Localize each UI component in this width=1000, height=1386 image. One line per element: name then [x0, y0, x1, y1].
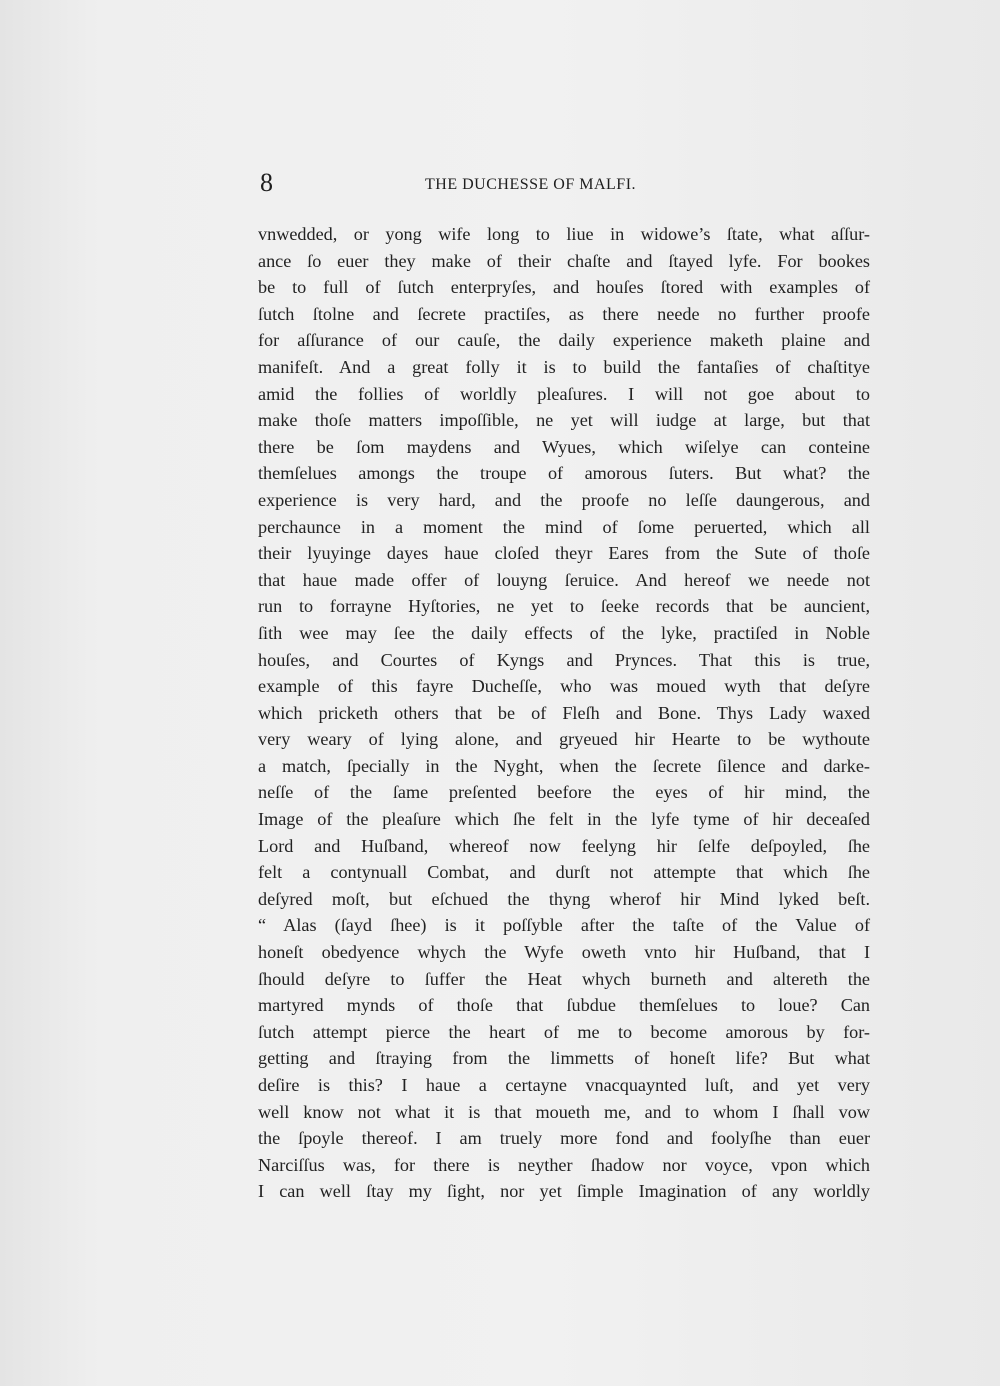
text-line: ſhould deſyre to ſuffer the Heat whych burneth and altereth the [258, 968, 870, 989]
text-line: ſutch attempt pierce the heart of me to become amorous by for- [258, 1021, 870, 1042]
page-number: 8 [260, 168, 273, 197]
text-line: the ſpoyle thereof. I am truely more fond and foolyſhe than euer [258, 1128, 870, 1149]
text-line: ſutch ſtolne and ſecrete practiſes, as there neede no further proofe [258, 303, 870, 324]
text-line: I can well ſtay my ſight, nor yet ſimple Imagination of any worldly [258, 1181, 870, 1202]
text-line: getting and ſtraying from the limmetts of honeſt life? But what [258, 1048, 870, 1069]
text-line: be to full of ſutch enterpryſes, and houſes ſtored with examples of [258, 277, 870, 298]
text-line: which pricketh others that be of Fleſh and Bone. Thys Lady waxed [258, 702, 870, 723]
text-line: there be ſom maydens and Wyues, which wiſelye can conteine [258, 436, 870, 457]
text-line: for aſſurance of our cauſe, the daily experience maketh plaine and [258, 330, 870, 351]
text-line: vnwedded, or yong wife long to liue in widowe’s ſtate, what aſſur- [258, 224, 870, 244]
text-line: ance ſo euer they make of their chaſte and ſtayed lyfe. For bookes [258, 250, 870, 271]
text-line: martyred mynds of thoſe that ſubdue themſelues to loue? Can [258, 995, 870, 1016]
text-line: manifeſt. And a great folly it is to build the fantaſies of chaſtitye [258, 356, 870, 377]
text-line: honeſt obedyence whych the Wyfe oweth vnto hir Huſband, that I [258, 942, 870, 963]
text-line: example of this fayre Ducheſſe, who was moued wyth that deſyre [258, 676, 870, 697]
text-line: their lyuyinge dayes haue cloſed theyr Eares from the Sute of thoſe [258, 543, 870, 564]
text-line: ſith wee may ſee the daily effects of the lyke, practiſed in Noble [258, 622, 870, 643]
text-line: experience is very hard, and the proofe no leſſe daungerous, and [258, 489, 870, 510]
text-line: deſyred moſt, but eſchued the thyng wherof hir Mind lyked beſt. [258, 888, 870, 909]
text-line: felt a contynuall Combat, and durſt not attempte that which ſhe [258, 862, 870, 883]
text-line: a match, ſpecially in the Nyght, when the ſecrete ſilence and darke- [258, 755, 870, 776]
body-text [258, 221, 870, 1205]
running-title: THE DUCHESSE OF MALFI. [425, 176, 637, 193]
text-line: amid the follies of worldly pleaſures. I will not goe about to [258, 383, 870, 404]
text-line: Image of the pleaſure which ſhe felt in the lyfe tyme of hir deceaſed [258, 809, 870, 830]
text-line: “ Alas (ſayd ſhee) is it poſſyble after the taſte of the Value of [258, 915, 870, 936]
text-line: Lord and Huſband, whereof now feelyng hir ſelfe deſpoyled, ſhe [258, 835, 870, 856]
text-line: neſſe of the ſame preſented beefore the eyes of hir mind, the [258, 782, 870, 803]
text-line: that haue made offer of louyng ſeruice. And hereof we neede not [258, 569, 870, 590]
text-line: run to forrayne Hyſtories, ne yet to ſeeke records that be auncient, [258, 596, 870, 617]
text-line: houſes, and Courtes of Kyngs and Prynces. That this is true, [258, 649, 870, 670]
text-line: deſire is this? I haue a certayne vnacquaynted luſt, and yet very [258, 1075, 870, 1095]
text-line: Narciſſus was, for there is neyther ſhadow nor voyce, vpon which [258, 1154, 870, 1175]
text-line: themſelues amongs the troupe of amorous ſuters. But what? the [258, 463, 870, 484]
text-line: very weary of lying alone, and gryeued hir Hearte to be wythoute [258, 729, 870, 750]
text-line: perchaunce in a moment the mind of ſome peruerted, which all [258, 516, 870, 537]
text-line: well know not what it is that moueth me, and to whom I ſhall vow [258, 1101, 870, 1122]
text-line: make thoſe matters impoſſible, ne yet will iudge at large, but that [258, 410, 870, 431]
